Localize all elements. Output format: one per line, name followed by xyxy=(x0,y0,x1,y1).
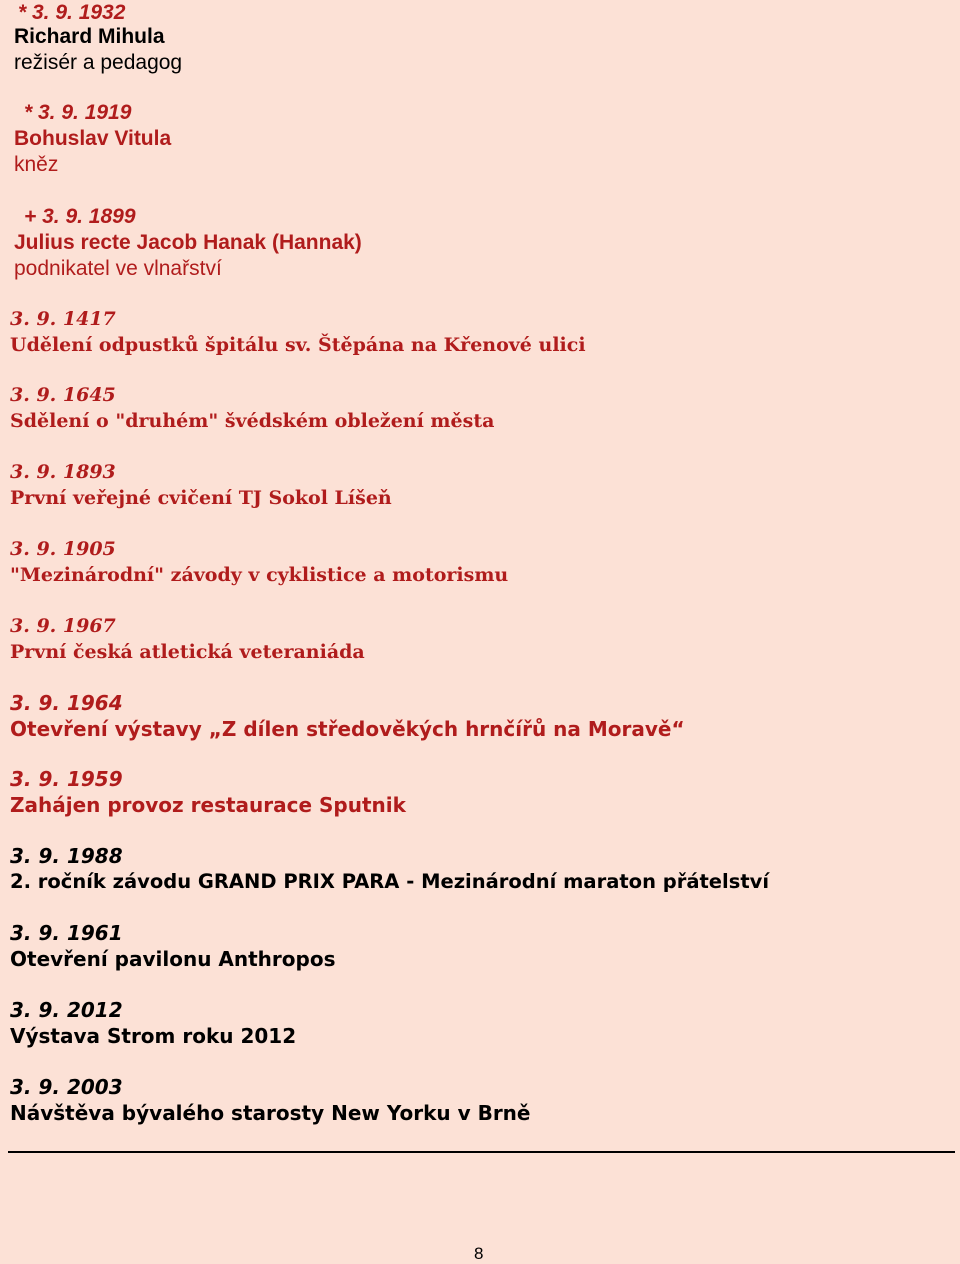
event-date: 3. 9. 1645 xyxy=(10,384,116,406)
event-text: Výstava Strom roku 2012 xyxy=(10,1024,297,1048)
event-text: Zahájen provoz restaurace Sputnik xyxy=(10,793,406,817)
event-date: 3. 9. 2012 xyxy=(10,998,123,1022)
event-date: 3. 9. 1964 xyxy=(10,691,123,715)
person-name: Julius recte Jacob Hanak (Hannak) xyxy=(14,231,362,254)
person-role: kněz xyxy=(14,153,59,176)
event-text: Otevření výstavy „Z dílen středověkých hrnčířů na Moravě“ xyxy=(10,717,685,741)
event-text: První veřejné cvičení TJ Sokol Líšeň xyxy=(10,487,392,509)
event-date: 3. 9. 1967 xyxy=(10,615,116,637)
page-number: 8 xyxy=(474,1244,484,1263)
event-text: Udělení odpustků špitálu sv. Štěpána na Křenové ulici xyxy=(10,334,586,356)
person-date: * 3. 9. 1932 xyxy=(18,1,126,24)
person-date: + 3. 9. 1899 xyxy=(24,205,136,228)
person-role: režisér a pedagog xyxy=(14,51,183,74)
event-date: 3. 9. 1959 xyxy=(10,767,123,791)
event-text: Sdělení o "druhém" švédském obležení města xyxy=(10,410,495,432)
event-text: Otevření pavilonu Anthropos xyxy=(10,947,336,971)
person-date: * 3. 9. 1919 xyxy=(24,101,132,124)
event-text: 2. ročník závodu GRAND PRIX PARA - Mezinárodní maraton přátelství xyxy=(10,870,770,893)
event-date: 3. 9. 1417 xyxy=(10,308,116,330)
event-date: 3. 9. 1905 xyxy=(10,538,116,560)
event-date: 3. 9. 1988 xyxy=(10,844,123,868)
person-name: Bohuslav Vitula xyxy=(14,127,172,150)
event-date: 3. 9. 2003 xyxy=(10,1075,123,1099)
footer-divider xyxy=(8,1151,955,1153)
event-text: Návštěva bývalého starosty New Yorku v Brně xyxy=(10,1101,531,1125)
event-date: 3. 9. 1961 xyxy=(10,921,123,945)
person-role: podnikatel ve vlnařství xyxy=(14,257,222,280)
person-name: Richard Mihula xyxy=(14,25,165,48)
event-date: 3. 9. 1893 xyxy=(10,461,116,483)
event-text: První česká atletická veteraniáda xyxy=(10,641,365,663)
event-text: "Mezinárodní" závody v cyklistice a motorismu xyxy=(10,564,509,586)
